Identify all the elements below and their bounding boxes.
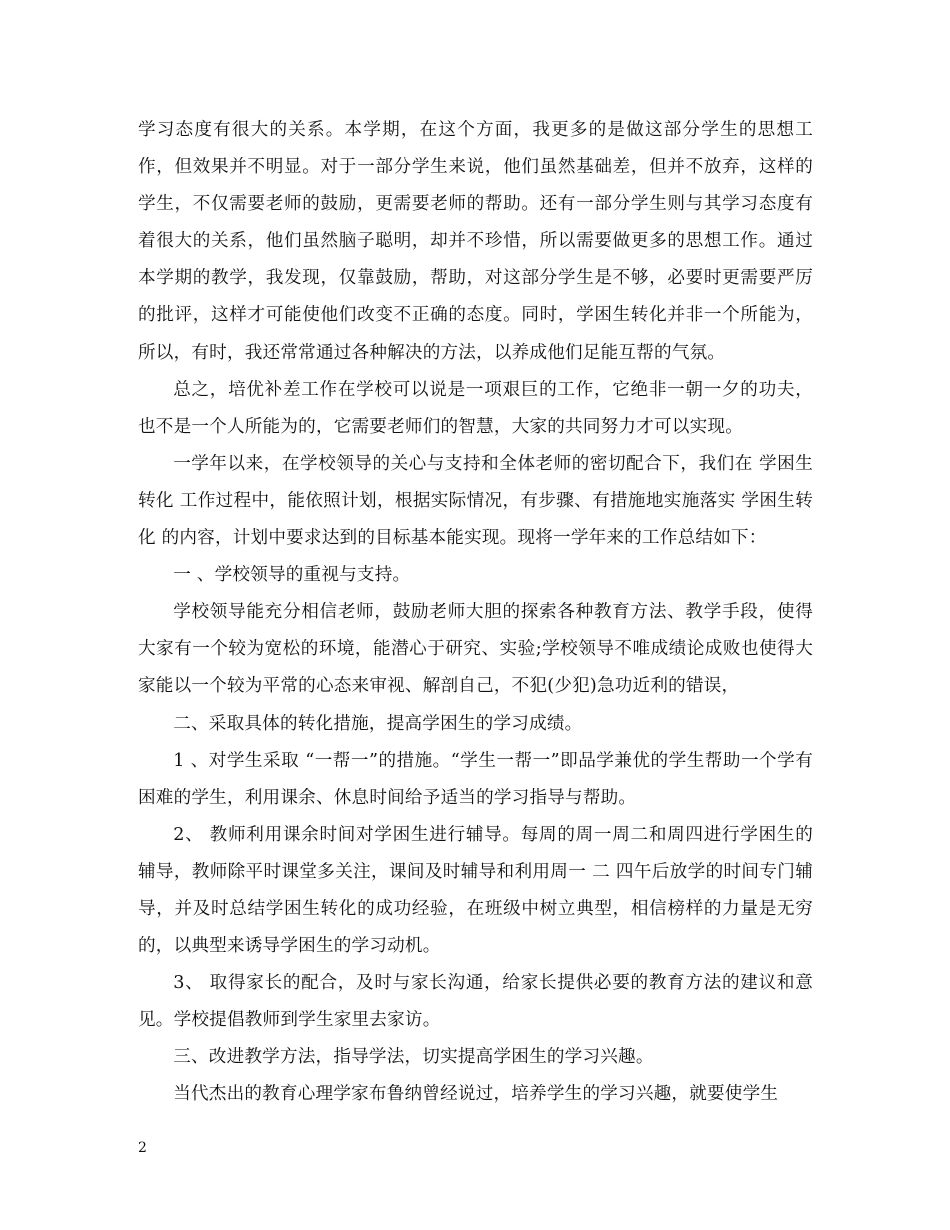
paragraph-2: 总之，培优补差工作在学校可以说是一项艰巨的工作，它绝非一朝一夕的功夫，也不是一个人所能为的，它需要老师们的智慧，大家的共同努力才可以实现。 [138,379,813,437]
paragraph-1: 学习态度有很大的关系。本学期，在这个方面，我更多的是做这部分学生的思想工作，但效果并不明显。对于一部分学生来说，他们虽然基础差，但并不放弃，这样的学生，不仅需要老师的鼓励，更需要老师的帮助。还有一部分学生则与其学习态度有着很大的关系，他们虽然脑子聪明，却并不珍惜，所以需要做更多的思想工作。通过本学期的教学，我发现，仅靠鼓励，帮助，对这部分学生是不够，必要时更需要严厉的批评，这样才可能使他们改变不正确的态度。同时，学困生转化并非一个所能为，所以，有时，我还常常通过各种解决的方法，以养成他们足能互帮的气氛。 [138,120,813,363]
paragraph-4: 学校领导能充分相信老师，鼓励老师大胆的探索各种教育方法、教学手段，使得大家有一个较为宽松的环境，能潜心于研究、实验;学校领导不唯成绩论成败也使得大家能以一个较为平常的心态来审视、解剖自己，不犯(少犯)急功近利的错误， [138,602,813,697]
section-heading-2: 二、采取具体的转化措施，提高学困生的学习成绩。 [173,713,583,734]
section-heading-3: 三、改进教学方法，指导学法，切实提高学困生的学习兴趣。 [173,1047,654,1068]
list-item-2: 2、 教师利用课余时间对学困生进行辅导。每周的周一周二和周四进行学困生的辅导，教师除平时课堂多关注，课间及时辅导和利用周一 二 四午后放学的时间专门辅导，并及时总结学困生转化的成功经验，在班级中树立典型，相信榜样的力量是无穷的，以典型来诱导学困生的学习动机。 [138,824,813,957]
paragraph-3: 一学年以来，在学校领导的关心与支持和全体老师的密切配合下，我们在 学困生转化 工作过程中，能依照计划，根据实际情况，有步骤、有措施地实施落实 学困生转化 的内容，计划中要求达到的目标基本能实现。现将一学年来的工作总结如下： [138,453,813,549]
page-number: 2 [138,1140,147,1156]
section-heading-1: 一 、学校领导的重视与支持。 [173,565,411,586]
list-item-3: 3、 取得家长的配合，及时与家长沟通，给家长提供必要的教育方法的建议和意见。学校提倡教师到学生家里去家访。 [138,973,813,1031]
paragraph-5: 当代杰出的教育心理学家布鲁纳曾经说过，培养学生的学习兴趣，就要使学生 [173,1084,779,1105]
document-body [138,112,813,1114]
list-item-1: 1 、对学生采取 “一帮一”的措施。“学生一帮一”即品学兼优的学生帮助一个学有困难的学生，利用课余、休息时间给予适当的学习指导与帮助。 [138,750,813,808]
